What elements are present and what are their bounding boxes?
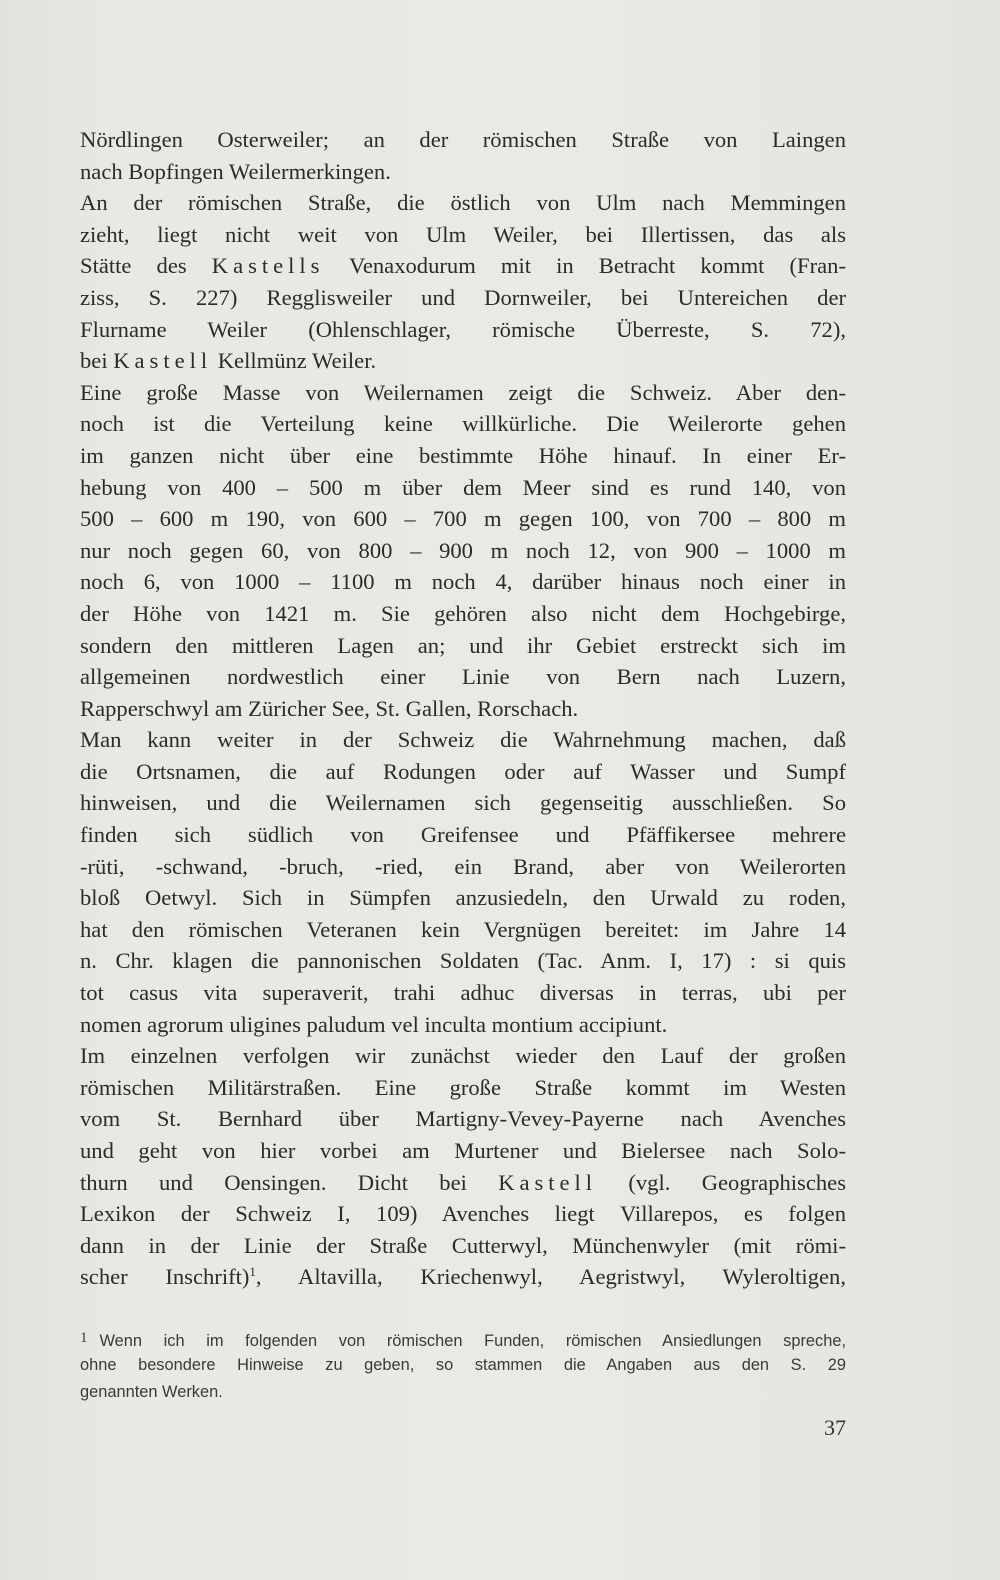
text-line: tot casus vita superaverit, trahi adhuc diversas in terras, ubi per [80, 980, 846, 1006]
text-line: im ganzen nicht über eine bestimmte Höhe hinauf. In einer Er- [80, 442, 846, 468]
text-line: allgemeinen nordwestlich einer Linie von Bern nach Luzern, [80, 664, 846, 690]
text-line: Stätte des Kastells Venaxodurum mit in Betracht kommt (Fran- [80, 253, 846, 279]
text-line: Rapperschwyl am Züricher See, St. Gallen, Rorschach. [80, 695, 579, 721]
text-line: hinweisen, und die Weilernamen sich gegenseitig ausschließen. So [80, 790, 846, 816]
text-line: römischen Militärstraßen. Eine große Straße kommt im Westen [80, 1074, 846, 1100]
footnote-reference[interactable]: 1 [249, 1264, 256, 1280]
text-line: nur noch gegen 60, von 800 – 900 m noch 12, von 900 – 1000 m [80, 537, 846, 563]
text-line: zieht, liegt nicht weit von Ulm Weiler, bei Illertissen, das als [80, 221, 846, 247]
text-line: Man kann weiter in der Schweiz die Wahrnehmung machen, daß [80, 727, 846, 753]
text-line: noch ist die Verteilung keine willkürliche. Die Weilerorte gehen [80, 411, 846, 437]
text-line: bloß Oetwyl. Sich in Sümpfen anzusiedeln, den Urwald zu roden, [80, 885, 846, 911]
text-line: thurn und Oensingen. Dicht bei Kastell (vgl. Geographisches [80, 1169, 846, 1195]
footnote-line: ohne besondere Hinweise zu geben, so stammen die Angaben aus den S. 29 [80, 1356, 846, 1374]
footnote-line: genannten Werken. [80, 1383, 223, 1401]
text-line: noch 6, von 1000 – 1100 m noch 4, darüber hinaus noch einer in [80, 569, 846, 595]
text-line: An der römischen Straße, die östlich von Ulm nach Memmingen [80, 190, 846, 216]
page-number: 37 [824, 1415, 846, 1440]
spaced-emphasis: Kastells [211, 253, 325, 279]
text-line: Nördlingen Osterweiler; an der römischen Straße von Laingen [80, 127, 846, 152]
spaced-emphasis: Kastell [498, 1169, 598, 1195]
text-line: Im einzelnen verfolgen wir zunächst wieder den Lauf der großen [80, 1043, 846, 1069]
text-line: ziss, S. 227) Regglisweiler und Dornweiler, bei Untereichen der [80, 284, 846, 310]
text-line: n. Chr. klagen die pannonischen Soldaten (Tac. Anm. I, 17) : si quis [80, 948, 846, 974]
spaced-emphasis: Kastell [113, 348, 213, 374]
text-line: Eine große Masse von Weilernamen zeigt die Schweiz. Aber den- [80, 379, 846, 405]
text-line: hebung von 400 – 500 m über dem Meer sind es rund 140, von [80, 474, 846, 500]
text-line: finden sich südlich von Greifensee und Pfäffikersee mehrere [80, 822, 846, 848]
text-line: Flurname Weiler (Ohlenschlager, römische Überreste, S. 72), [80, 316, 846, 342]
text-line: nomen agrorum uligines paludum vel inculta montium accipiunt. [80, 1011, 668, 1037]
footnote [80, 1325, 846, 1406]
footnote-line: 1 Wenn ich im folgenden von römischen Funden, römischen Ansiedlungen spreche, [80, 1330, 846, 1350]
text-line: und geht von hier vorbei am Murtener und Bielersee nach Solo- [80, 1138, 846, 1163]
text-line: hat den römischen Veteranen kein Vergnügen bereitet: im Jahre 14 [80, 916, 846, 942]
footnote-mark: 1 [80, 1330, 88, 1346]
text-line: der Höhe von 1421 m. Sie gehören also nicht dem Hochgebirge, [80, 600, 846, 626]
body-text [80, 124, 846, 1293]
text-line: nach Bopfingen Weilermerkingen. [80, 158, 391, 184]
text-line: scher Inschrift)$^1$, Altavilla, Kriechenwyl, Aegristwyl, Wyleroltigen, [80, 1264, 846, 1290]
text-line: dann in der Linie der Straße Cutterwyl, Münchenwyler (mit römi- [80, 1232, 846, 1258]
text-line: sondern den mittleren Lagen an; und ihr Gebiet erstreckt sich im [80, 632, 846, 658]
text-line: -rüti, -schwand, -bruch, -ried, ein Brand, aber von Weilerorten [80, 853, 846, 879]
text-line: bei Kastell Kellmünz Weiler. [80, 348, 377, 374]
text-line: die Ortsnamen, die auf Rodungen oder auf Wasser und Sumpf [80, 758, 846, 784]
text-line: 500 – 600 m 190, von 600 – 700 m gegen 100, von 700 – 800 m [80, 506, 846, 532]
text-line: vom St. Bernhard über Martigny-Vevey-Payerne nach Avenches [80, 1106, 846, 1132]
text-line: Lexikon der Schweiz I, 109) Avenches liegt Villarepos, es folgen [80, 1201, 846, 1227]
